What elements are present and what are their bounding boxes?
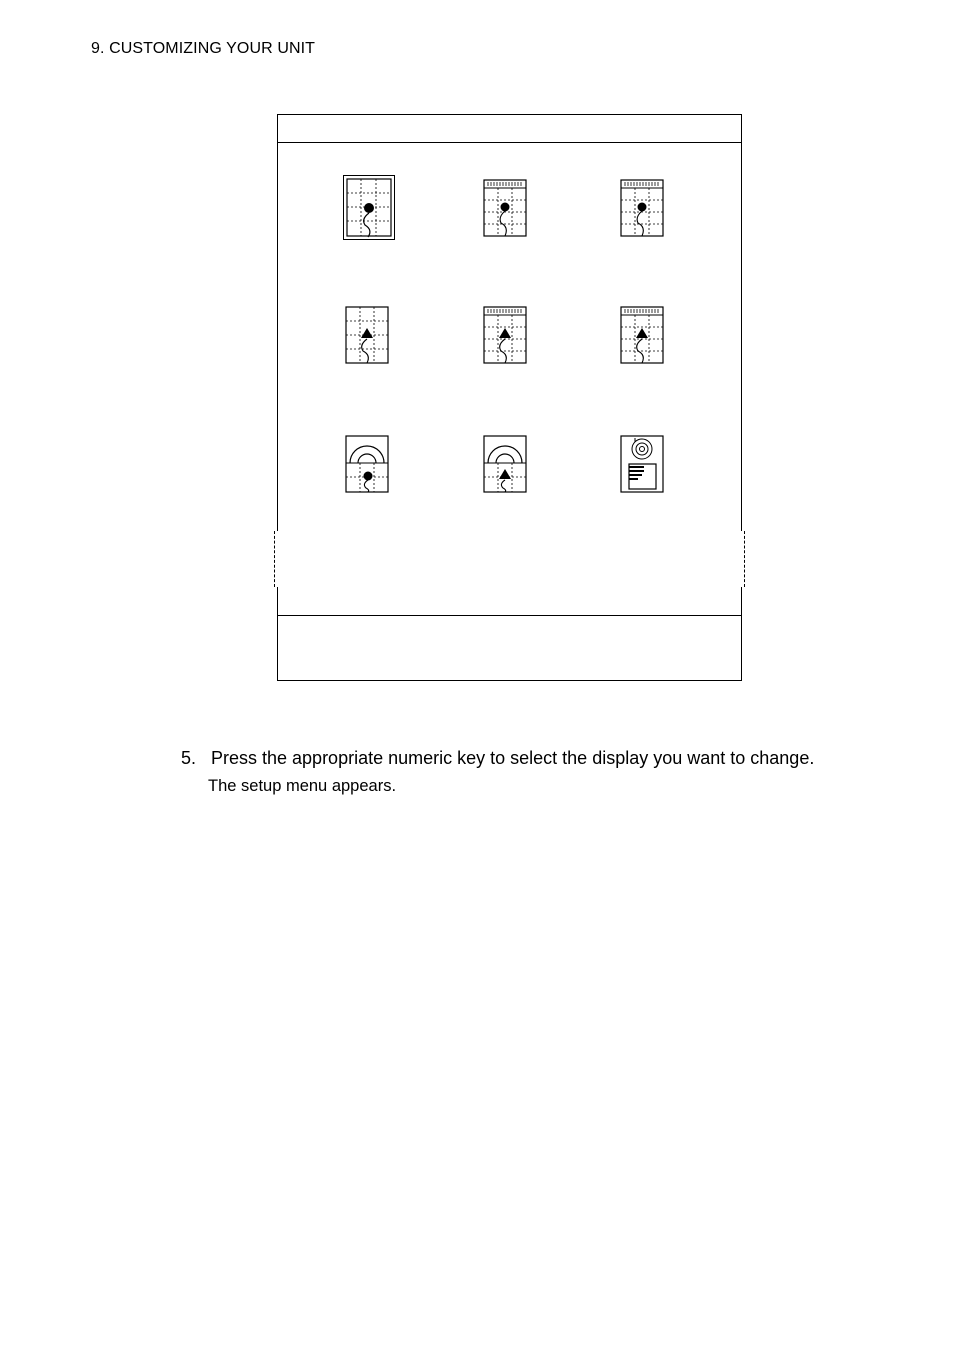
screen-footer-bar: [278, 615, 741, 680]
instruction-step: [181, 748, 814, 769]
radar-data-icon[interactable]: [620, 435, 666, 495]
step-result-text: The setup menu appears.: [208, 777, 397, 795]
step-text: Press the appropriate numeric key to select the display you want to change.: [211, 748, 815, 768]
radar-chart-course-up-icon[interactable]: [483, 435, 529, 495]
chart-data-position-icon-2[interactable]: [620, 179, 666, 241]
running-header: 9. CUSTOMIZING YOUR UNIT: [91, 40, 316, 57]
chart-data-course-up-icon-2[interactable]: [620, 306, 666, 366]
figure-break-right: [738, 531, 745, 587]
figure-break-left: [274, 531, 281, 587]
chart-data-position-icon[interactable]: [483, 179, 529, 241]
screen-title-bar: [278, 115, 741, 143]
chart-data-course-up-icon[interactable]: [483, 306, 529, 366]
chart-course-up-icon[interactable]: [345, 306, 391, 366]
step-number: 5.: [181, 748, 197, 768]
radar-chart-position-icon[interactable]: [345, 435, 391, 495]
chart-position-icon[interactable]: [343, 175, 397, 243]
